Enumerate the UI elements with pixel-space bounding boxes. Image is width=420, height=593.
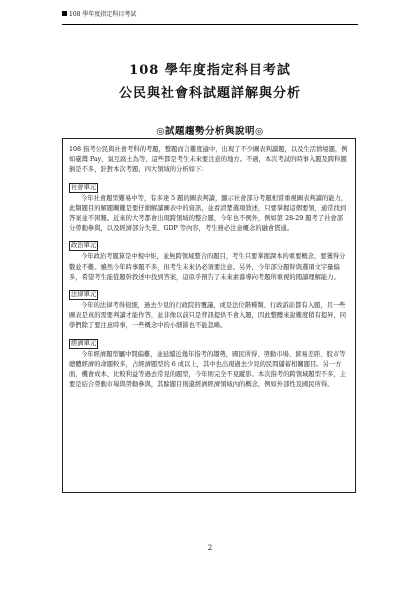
unit-label-politics: 政治單元 [71, 242, 97, 250]
page-number: 2 [207, 544, 213, 552]
unit-text-politics: 今年政治考題算是中規中矩，並無跨領域整合的題目，考生只要掌握課本的重要概念，要獲得分數並不難。雖然今年時事題不多，但考生未來仍必須要注意。另外，今年部分題幹與選項文字量偏多，希望考生能從題幹敘述中找到答案，這似乎預告了未來素養導向考題所重視的閱讀理解能力。 [69, 253, 346, 281]
unit-law [69, 283, 349, 332]
unit-text-law: 今年的法律考得很細，過去少見的行政院的覆議，或是法位階種類、行政訴訟都有入題，且一些圖表是真的需要判讀才能作答，並非像以前只是背訊提供不會入題，因此整體來說難度稍有提昇，同學們除了要注意時事，一些概念中的小細節也不能忽略。 [69, 302, 347, 330]
running-header [62, 10, 358, 25]
unit-label-economics: 經濟單元 [71, 339, 97, 347]
running-header-text: 108 學年度指定科目考試 [69, 11, 137, 18]
unit-label-society: 社會單元 [71, 183, 97, 191]
unit-economics [69, 332, 349, 391]
unit-society [69, 176, 349, 235]
unit-politics [69, 234, 349, 283]
unit-text-economics: 今年經濟題型屬中間偏難，並延續近幾年指考的趨勢，國民所得、勞動市場、貿易差距、股市等總體經濟的命題較多，占經濟題型的 6 成以上，其中也出現過去少見的民間儲蓄相關題目。另一方面，機會成本、比較利益等過去常見的題型，今年則完全不見蹤影。本次指考的跨領域題型不多，主要是結合勞動市場與勞動參與，其餘題目則還經濟經濟領域內的概念，例如外部性及國民所得。 [69, 350, 347, 389]
square-bullet-icon [62, 11, 67, 16]
document-title: 108 學年度指定科目考試 [129, 63, 291, 78]
document-subtitle: 公民與社會科試題詳解與分析 [118, 86, 301, 101]
intro-paragraph: 108 指考公民與社會考科的考題，整題而言難度適中，出現了不少圖表判讀題，以及生活情境題，例如臺灣 Pay、氣互腐士為等，這些都是考生未來要注意的地方。不過，本次考試的時事入題及跨科題倒是不多，針對本次考題，四大領域的分析如下： [69, 146, 348, 174]
section-title: ◎試題趨勢分析與說明◎ [156, 126, 264, 137]
unit-label-law: 法律單元 [71, 291, 97, 299]
unit-text-society: 今年社會題型難易中等，有多達 5 題的圖表判讀，顯示社會部分考題相當重視圖表判讀的能力，此類題目的解題關鍵是要仔細解讀圖表中的資訊，並看清楚選項敘述，只要掌握這個要領，通常找到答案並不困難。近來的大考都會出現跨領域的整合題，今年也不例外，例如第 28-29 題考了社會部分勞動參與，以及經濟部分失業、GDP 等內容，考生務必注意概念的融會貫通。 [69, 194, 348, 233]
analysis-box [62, 138, 356, 493]
